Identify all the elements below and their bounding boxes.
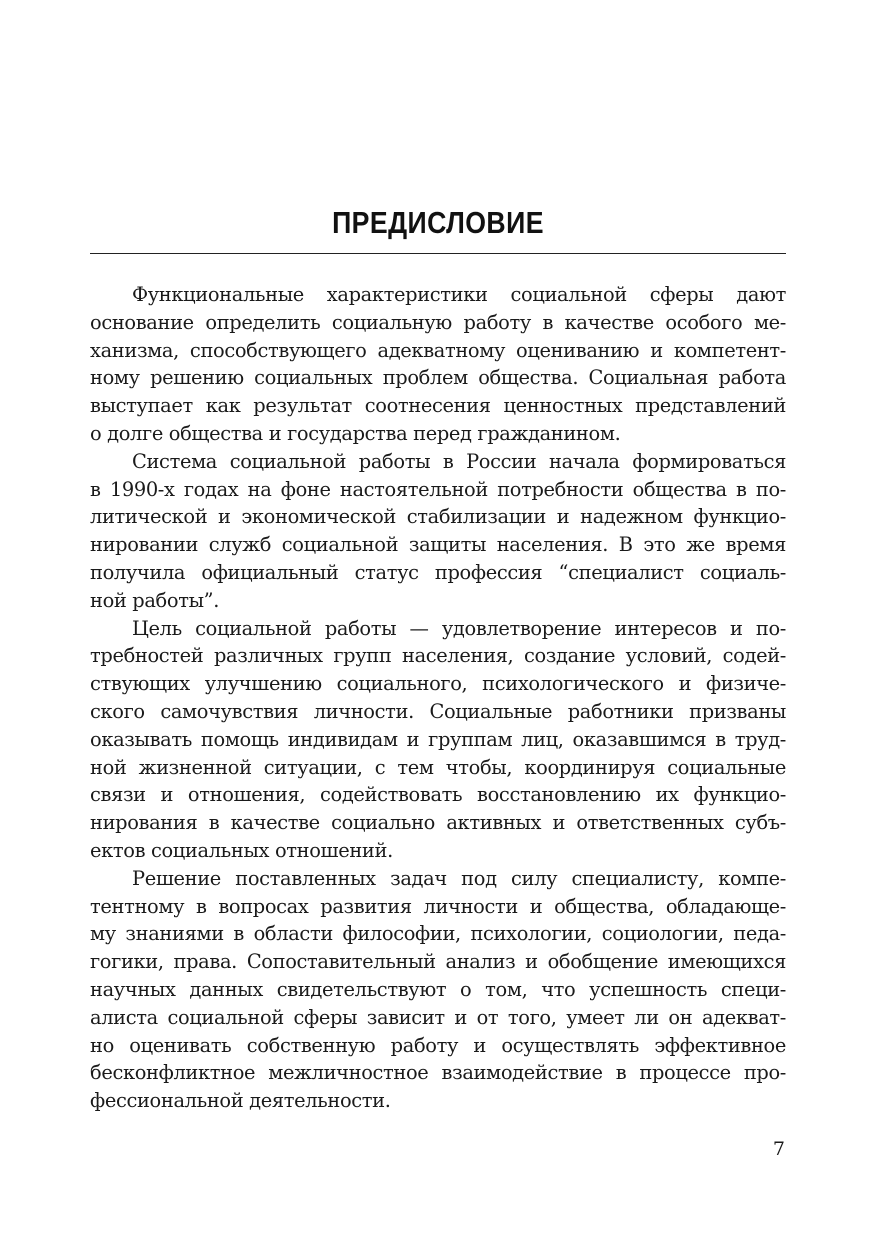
text-line: выступает как результат соотнесения ценностных представлений [90, 394, 786, 418]
text-line: Цель социальной работы — удовлетворение интересов и по- [132, 616, 786, 640]
text-line: ектов социальных отношений. [90, 838, 393, 862]
text-line: бесконфликтное межличностное взаимодействие в процессе про- [90, 1061, 786, 1085]
paragraph-4 [90, 865, 786, 1115]
text-line: му знаниями в области философии, психологии, социологии, педа- [90, 922, 786, 946]
text-line: литической и экономической стабилизации и надежном функцио- [90, 505, 786, 529]
text-line: ствующих улучшению социального, психологического и физиче- [90, 672, 786, 696]
text-line: ному решению социальных проблем общества. Социальная работа [90, 366, 786, 390]
text-line: в 1990-х годах на фоне настоятельной потребности общества в по- [90, 477, 786, 501]
text-line: оказывать помощь индивидам и группам лиц, оказавшимся в труд- [90, 727, 786, 751]
text-line: научных данных свидетельствуют о том, что успешность специ- [90, 977, 786, 1001]
text-line: нировании служб социальной защиты населения. В это же время [90, 533, 786, 557]
page-title: ПРЕДИСЛОВИЕ [332, 205, 544, 240]
text-line: нирования в качестве социально активных и ответственных субъ- [90, 811, 786, 835]
text-line: ной жизненной ситуации, с тем чтобы, координируя социальные [90, 755, 786, 779]
text-line: основание определить социальную работу в качестве особого ме- [90, 310, 786, 334]
text-line: требностей различных групп населения, создание условий, содей- [90, 644, 786, 668]
text-line: ского самочувствия личности. Социальные работники призваны [90, 699, 786, 723]
text-line: Решение поставленных задач под силу специалисту, компе- [132, 866, 786, 890]
text-line: фессиональной деятельности. [90, 1089, 391, 1113]
text-line: связи и отношения, содействовать восстановлению их функцио- [90, 783, 786, 807]
text-line: тентному в вопросах развития личности и общества, обладающе- [90, 894, 786, 918]
text-line: но оценивать собственную работу и осуществлять эффективное [90, 1033, 786, 1057]
paragraph-2 [90, 448, 786, 615]
text-line: алиста социальной сферы зависит и от того, умеет ли он адекват- [90, 1005, 786, 1029]
text-line: о долге общества и государства перед гражданином. [90, 421, 621, 445]
text-line: ханизма, способствующего адекватному оцениванию и компетент- [90, 338, 786, 362]
paragraph-3 [90, 615, 786, 865]
text-line: Функциональные характеристики социальной сферы дают [132, 283, 786, 306]
body-text [90, 281, 786, 1115]
page-number: 7 [772, 1138, 785, 1160]
paragraph-1 [90, 281, 786, 448]
text-line: получила официальный статус профессия “специалист социаль- [90, 560, 786, 584]
text-line: гогики, права. Сопоставительный анализ и обобщение имеющихся [90, 950, 786, 974]
text-line: Система социальной работы в России начала формироваться [132, 449, 786, 473]
text-line: ной работы”. [90, 588, 220, 612]
title-divider [90, 253, 786, 254]
